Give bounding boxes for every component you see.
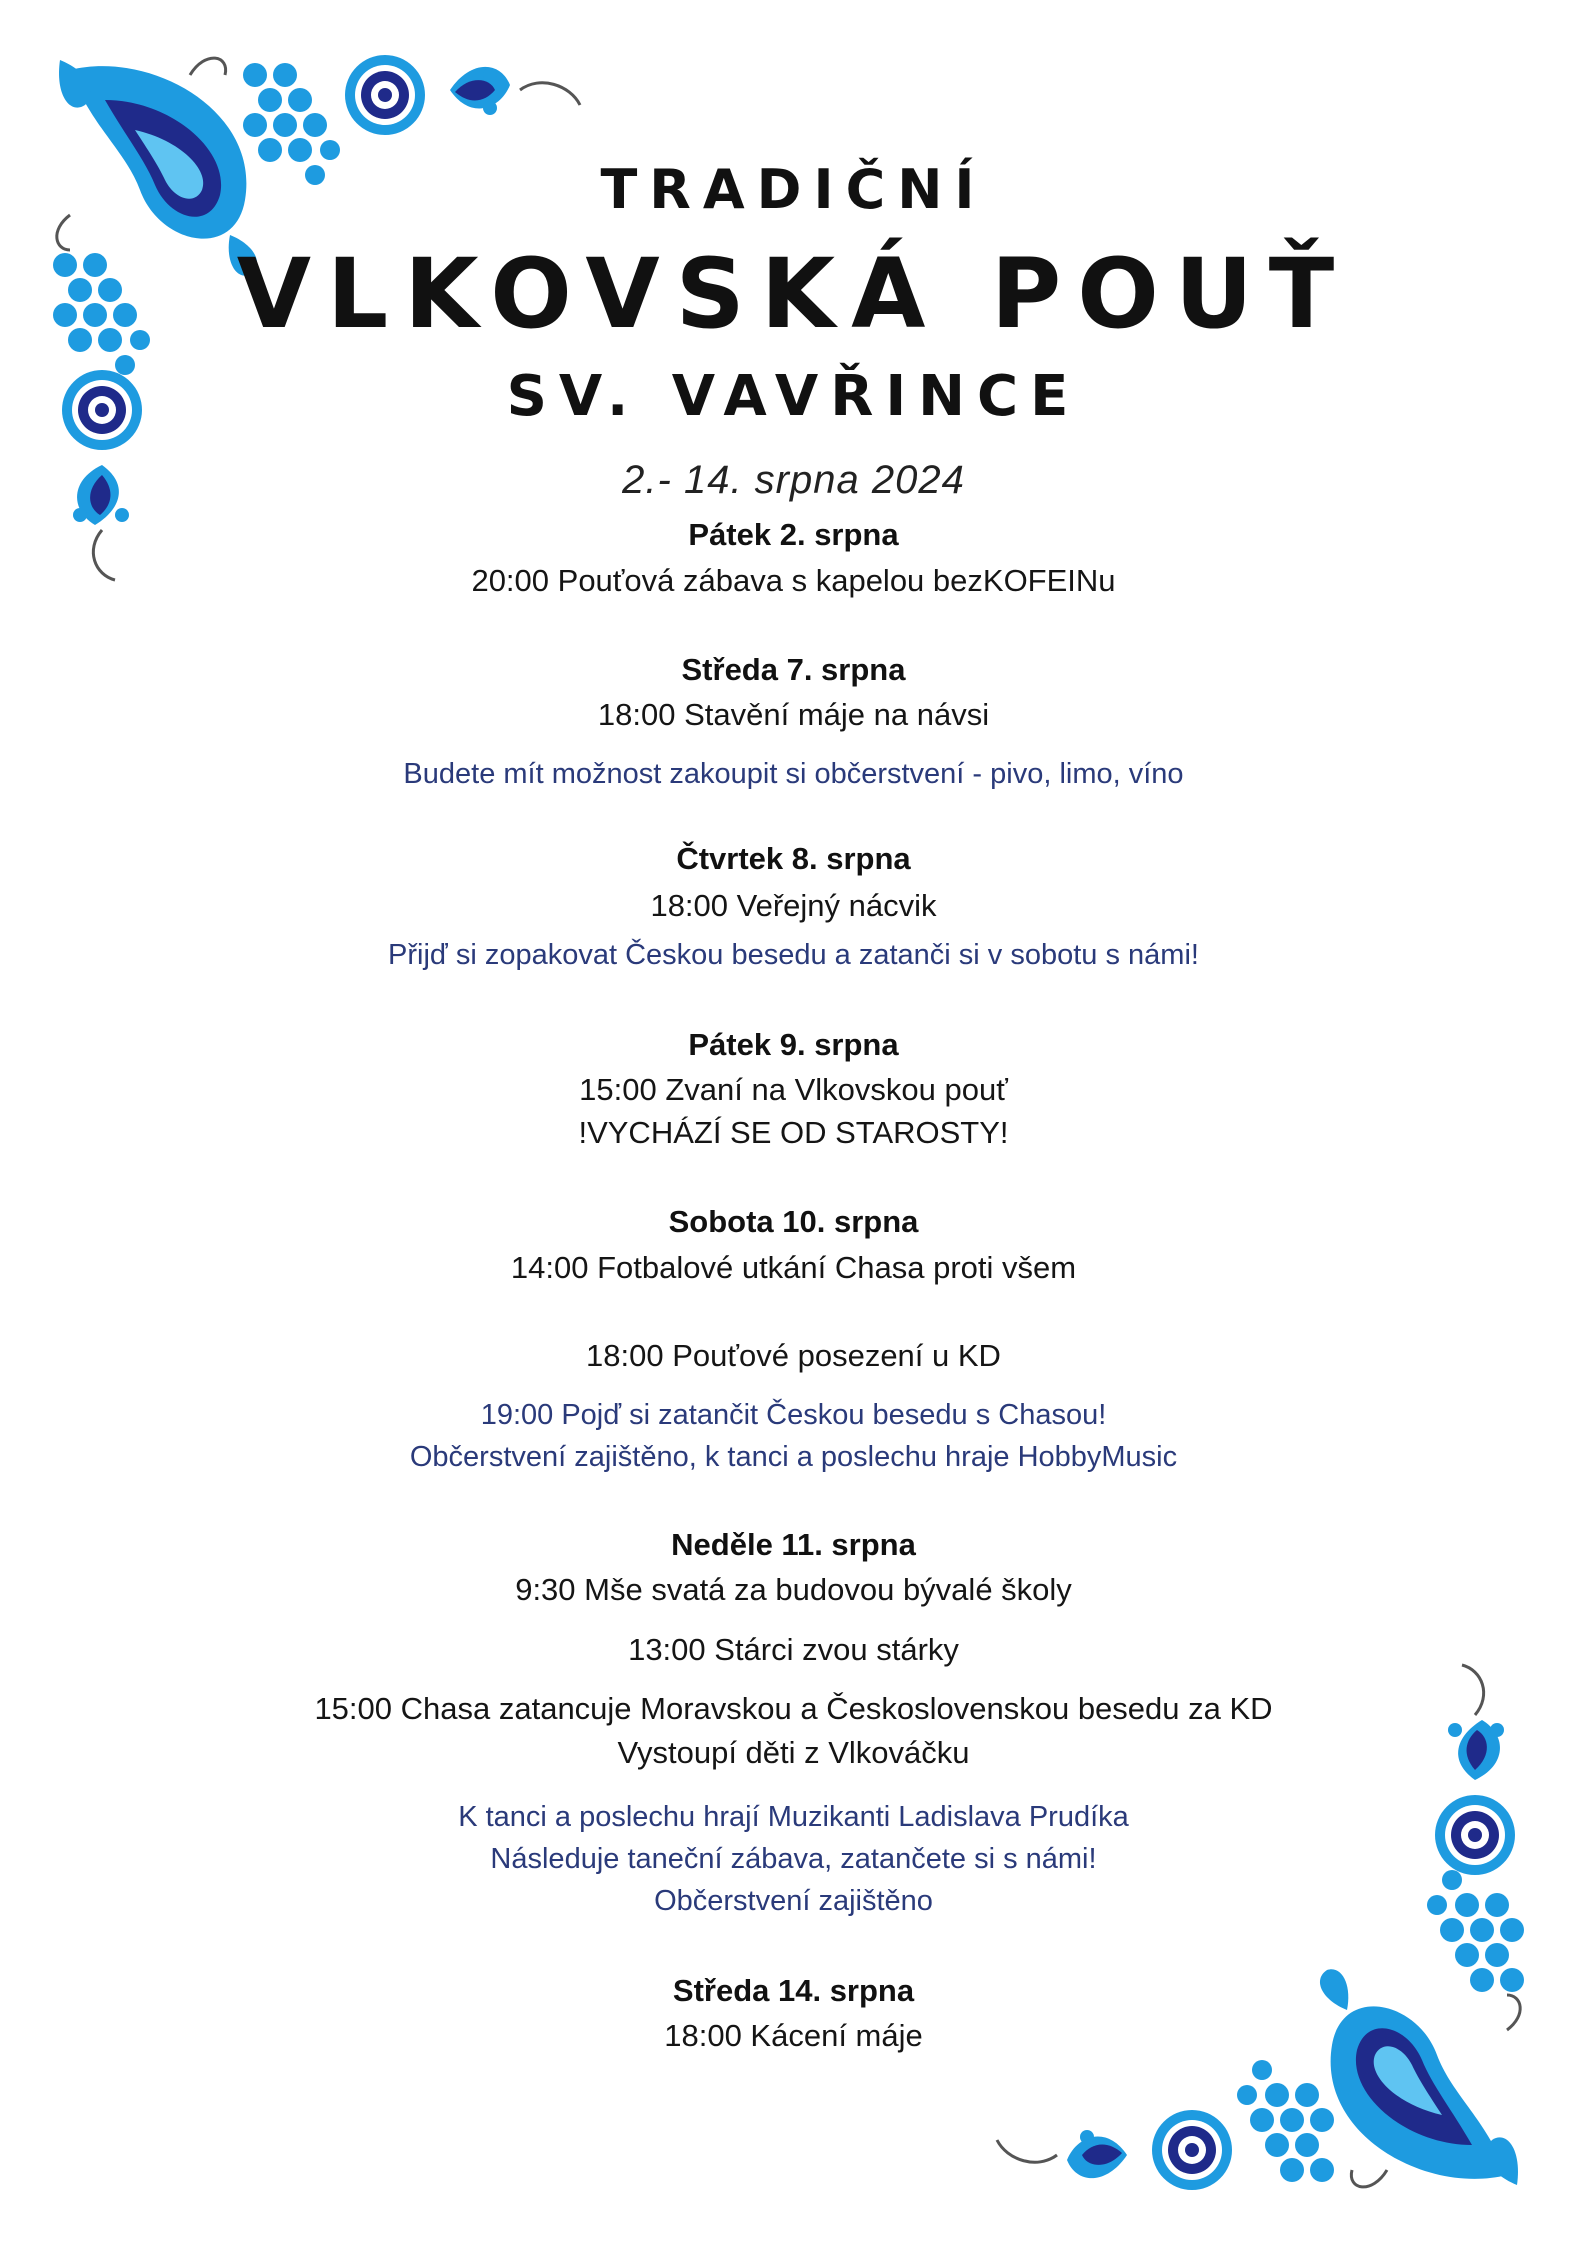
event-line: Vystoupí děti z Vlkováčku bbox=[617, 1735, 970, 1770]
day-heading: Neděle 11. srpna bbox=[671, 1527, 916, 1562]
event-note: Přijď si zopakovat Českou besedu a zatanči si v sobotu s námi! bbox=[388, 939, 1199, 971]
day-heading: Středa 7. srpna bbox=[681, 652, 906, 687]
day-heading: Pátek 2. srpna bbox=[688, 517, 899, 552]
event-line: 15:00 Chasa zatancuje Moravskou a Československou besedu za KD bbox=[314, 1691, 1273, 1726]
event-line: 13:00 Stárci zvou stárky bbox=[628, 1632, 959, 1667]
event-line: 18:00 Kácení máje bbox=[664, 2018, 923, 2053]
day-heading: Čtvrtek 8. srpna bbox=[676, 841, 911, 876]
event-line: 18:00 Veřejný nácvik bbox=[650, 888, 937, 923]
event-line: 15:00 Zvaní na Vlkovskou pouť bbox=[579, 1072, 1008, 1107]
subtitle: SV. VAVŘINCE bbox=[506, 364, 1081, 429]
event-line: 9:30 Mše svatá za budovou bývalé školy bbox=[515, 1572, 1072, 1607]
event-line: 18:00 Stavění máje na návsi bbox=[597, 697, 990, 732]
event-line: 18:00 Pouťové posezení u KD bbox=[586, 1338, 1001, 1373]
page-title: VLKOVSKÁ POUŤ bbox=[236, 238, 1351, 350]
event-note: 19:00 Pojď si zatančit Českou besedu s Chasou! bbox=[480, 1399, 1107, 1431]
day-heading: Středa 14. srpna bbox=[672, 1973, 915, 2008]
event-line: !VYCHÁZÍ SE OD STAROSTY! bbox=[578, 1115, 1009, 1150]
day-heading: Pátek 9. srpna bbox=[688, 1027, 899, 1062]
pre-title: TRADIČNÍ bbox=[600, 158, 987, 221]
day-heading: Sobota 10. srpna bbox=[668, 1204, 919, 1239]
event-note: K tanci a poslechu hrají Muzikanti Ladislava Prudíka bbox=[458, 1801, 1129, 1833]
event-note: Občerstvení zajištěno bbox=[654, 1885, 933, 1917]
event-note: Budete mít možnost zakoupit si občerstvení - pivo, limo, víno bbox=[403, 758, 1184, 790]
event-note: Občerstvení zajištěno, k tanci a poslechu hraje HobbyMusic bbox=[409, 1441, 1178, 1473]
event-line: 14:00 Fotbalové utkání Chasa proti všem bbox=[510, 1250, 1077, 1285]
event-note: Následuje taneční zábava, zatančete si s námi! bbox=[490, 1843, 1097, 1875]
event-line: 20:00 Pouťová zábava s kapelou bezKOFEINu bbox=[471, 563, 1116, 598]
event-dates: 2.- 14. srpna 2024 bbox=[622, 458, 965, 502]
